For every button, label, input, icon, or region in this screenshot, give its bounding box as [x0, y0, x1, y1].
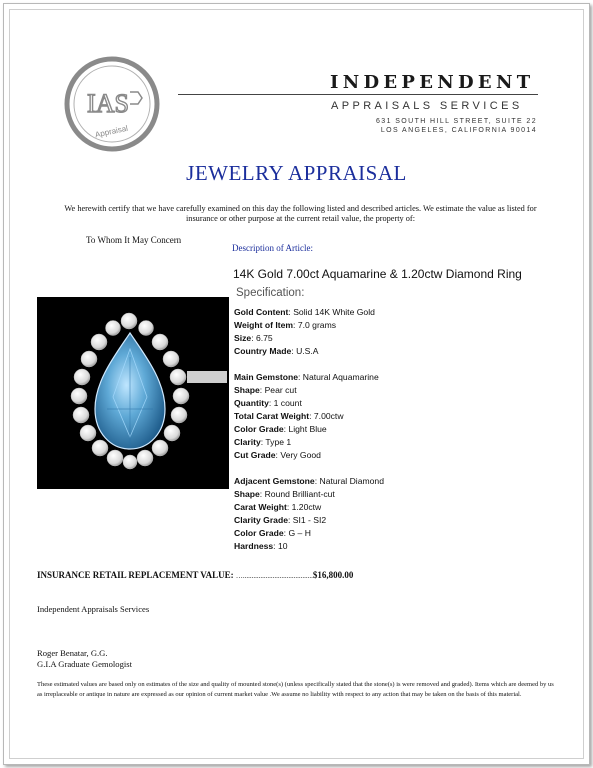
spec-value: Type 1	[265, 437, 292, 447]
spec-value: 7.0 grams	[297, 320, 337, 330]
spec-value: Light Blue	[288, 424, 327, 434]
item-title: 14K Gold 7.00ct Aquamarine & 1.20ctw Diamond Ring	[233, 267, 522, 281]
header-divider	[178, 94, 538, 95]
spec-value: Pear cut	[264, 385, 297, 395]
spec-clarity: Clarity: Type 1	[234, 437, 292, 447]
logo-letters: IAS	[87, 89, 129, 118]
spec-value: 10	[277, 541, 288, 551]
spec-label: Weight of Item	[234, 320, 294, 330]
spec-shape: Shape: Round Brilliant-cut	[234, 489, 335, 499]
spec-label: Total Carat Weight	[234, 411, 310, 421]
insurance-label: INSURANCE RETAIL REPLACEMENT VALUE:	[37, 570, 234, 580]
spec-value: 7.00ctw	[313, 411, 344, 421]
spec-label: Shape	[234, 489, 260, 499]
spec-label: Country Made	[234, 346, 292, 356]
disclaimer: These estimated values are based only on estimates of the size and quality of mounted stone(s) (unless specifically stated that the stone(s) is were removed and graded). Items which are deemed by us as irreplaceable or antique in nature are expressed as our opinion of current market value .We assume no liability with respect to any action that may be taken on the basis of this material.	[37, 681, 554, 698]
ias-logo-icon	[64, 56, 160, 152]
spec-value: Very Good	[280, 450, 321, 460]
document-title: JEWELRY APPRAISAL	[186, 161, 407, 185]
specification-heading: Specification:	[236, 287, 305, 299]
spec-label: Clarity Grade	[234, 515, 288, 525]
insurance-leader-dots: …........................................	[235, 572, 313, 580]
spec-quantity: Quantity: 1 count	[234, 398, 302, 408]
spec-country: Country Made: U.S.A	[234, 346, 319, 356]
ring-photo	[37, 297, 229, 489]
spec-value: G – H	[288, 528, 311, 538]
spec-value: Solid 14K White Gold	[293, 307, 375, 317]
company-subtitle: APPRAISALS SERVICES	[331, 100, 523, 112]
spec-label: Color Grade	[234, 424, 284, 434]
spec-label: Gold Content	[234, 307, 289, 317]
spec-clarity-grade: Clarity Grade: SI1 - SI2	[234, 515, 327, 525]
spec-label: Clarity	[234, 437, 261, 447]
spec-weight: Weight of Item: 7.0 grams	[234, 320, 337, 330]
spec-value: U.S.A	[296, 346, 319, 356]
spec-main-gemstone: Main Gemstone: Natural Aquamarine	[234, 372, 379, 382]
spec-value: 1.20ctw	[291, 502, 322, 512]
intro-paragraph: We herewith certify that we have carefully examined on this day the following listed and described articles. We estimate the value as listed for insurance or other purpose at the current retail value, the property of:	[64, 204, 537, 223]
signer-name: Roger Benatar, G.G.	[37, 648, 108, 658]
main-gemstone-specs	[234, 371, 379, 462]
spec-shape: Shape: Pear cut	[234, 385, 297, 395]
address-line-1: 631 SOUTH HILL STREET, SUITE 22	[375, 118, 537, 125]
spec-label: Color Grade	[234, 528, 284, 538]
spec-label: Quantity	[234, 398, 269, 408]
metal-specs	[234, 306, 375, 358]
spec-size: Size: 6.75	[234, 333, 273, 343]
recipient: To Whom It May Concern	[86, 235, 182, 245]
spec-value: Round Brilliant-cut	[264, 489, 335, 499]
spec-label: Main Gemstone	[234, 372, 298, 382]
spec-value: 6.75	[255, 333, 273, 343]
spec-adjacent-gemstone: Adjacent Gemstone: Natural Diamond	[234, 476, 384, 486]
signoff-company: Independent Appraisals Services	[37, 604, 150, 614]
insurance-value-line	[37, 570, 353, 580]
spec-hardness: Hardness: 10	[234, 541, 288, 551]
description-label: Description of Article:	[232, 243, 313, 253]
spec-label: Shape	[234, 385, 260, 395]
spec-label: Adjacent Gemstone	[234, 476, 315, 486]
spec-value: SI1 - SI2	[292, 515, 327, 525]
spec-color-grade: Color Grade: G – H	[234, 528, 311, 538]
spec-gold-content: Gold Content: Solid 14K White Gold	[234, 307, 375, 317]
spec-label: Size	[234, 333, 252, 343]
adjacent-gemstone-specs	[234, 475, 384, 553]
spec-value: Natural Diamond	[319, 476, 384, 486]
spec-total-carat: Total Carat Weight: 7.00ctw	[234, 411, 344, 421]
company-name: INDEPENDENT	[330, 72, 535, 93]
insurance-value: $16,800.00	[312, 570, 354, 580]
spec-value: Natural Aquamarine	[302, 372, 379, 382]
spec-carat-weight: Carat Weight: 1.20ctw	[234, 502, 322, 512]
spec-label: Cut Grade	[234, 450, 276, 460]
spec-cut-grade: Cut Grade: Very Good	[234, 450, 321, 460]
spec-color-grade: Color Grade: Light Blue	[234, 424, 327, 434]
logo-subtext: Appraisal	[94, 123, 129, 140]
spec-label: Hardness	[234, 541, 274, 551]
signer-title: G.I.A Graduate Gemologist	[37, 659, 132, 669]
spec-value: 1 count	[273, 398, 302, 408]
address-line-2: LOS ANGELES, CALIFORNIA 90014	[380, 127, 537, 134]
spec-label: Carat Weight	[234, 502, 287, 512]
